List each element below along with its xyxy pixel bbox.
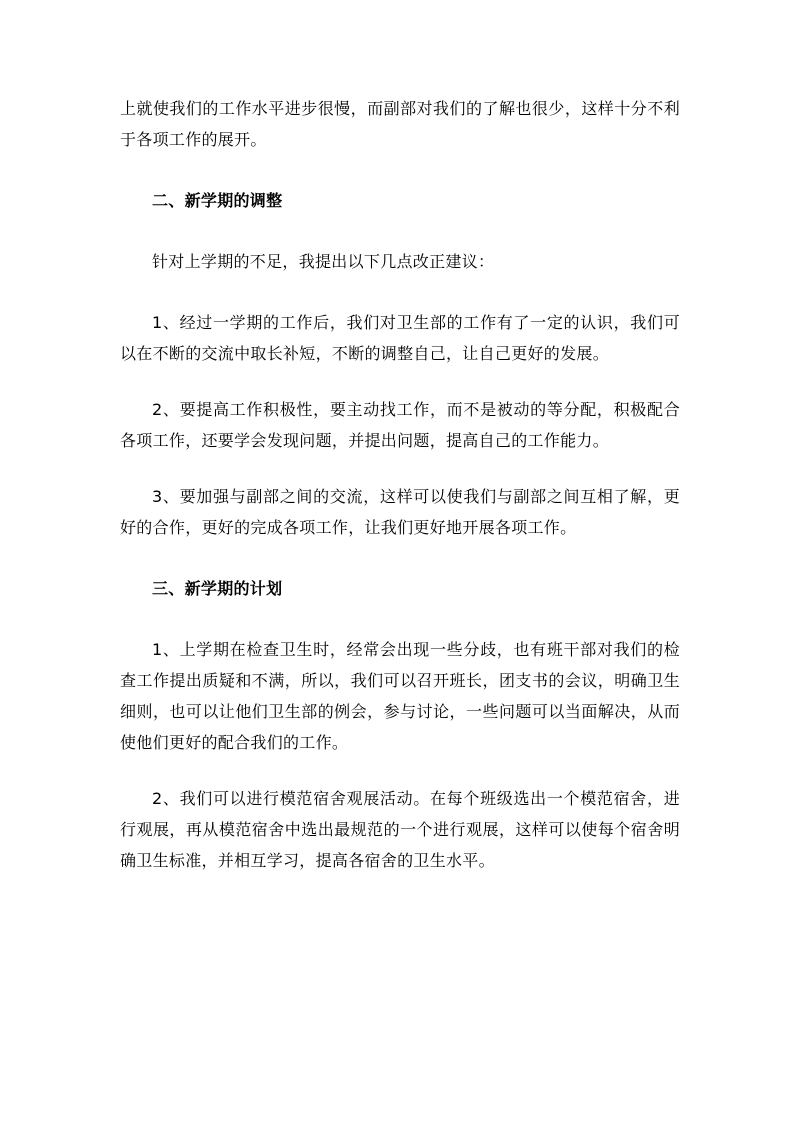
section-heading-adjustment: 二、新学期的调整 [152, 191, 283, 210]
paragraph-plan-1: 1、上学期在检查卫生时，经常会出现一些分歧，也有班干部对我们的检查工作提出质疑和不满，所以，我们可以召开班长，团支书的会议，明确卫生细则，也可以让他们卫生部的例会，参与讨论，一些问题可以当面解决，从而使他们更好的配合我们的工作。 [120, 640, 680, 752]
paragraph-suggestion-3: 3、要加强与副部之间的交流，这样可以使我们与副部之间互相了解，更好的合作，更好的完成各项工作，让我们更好地开展各项工作。 [120, 487, 680, 537]
paragraph-suggestion-1: 1、经过一学期的工作后，我们对卫生部的工作有了一定的认识，我们可以在不断的交流中取长补短，不断的调整自己，让自己更好的发展。 [120, 313, 680, 363]
paragraph-suggestion-2: 2、要提高工作积极性，要主动找工作，而不是被动的等分配，积极配合各项工作，还要学会发现问题，并提出问题，提高自己的工作能力。 [120, 400, 680, 450]
paragraph-plan-2: 2、我们可以进行模范宿舍观展活动。在每个班级选出一个模范宿舍，进行观展，再从模范宿舍中选出最规范的一个进行观展，这样可以使每个宿舍明确卫生标准，并相互学习，提高各宿舍的卫生水平。 [120, 789, 680, 870]
document-page [120, 93, 680, 876]
section-heading-plan: 三、新学期的计划 [152, 579, 283, 598]
paragraph-continuation: 上就使我们的工作水平进步很慢，而副部对我们的了解也很少，这样十分不利于各项工作的展开。 [120, 99, 680, 149]
paragraph-intro: 针对上学期的不足，我提出以下几点改正建议： [152, 252, 495, 271]
